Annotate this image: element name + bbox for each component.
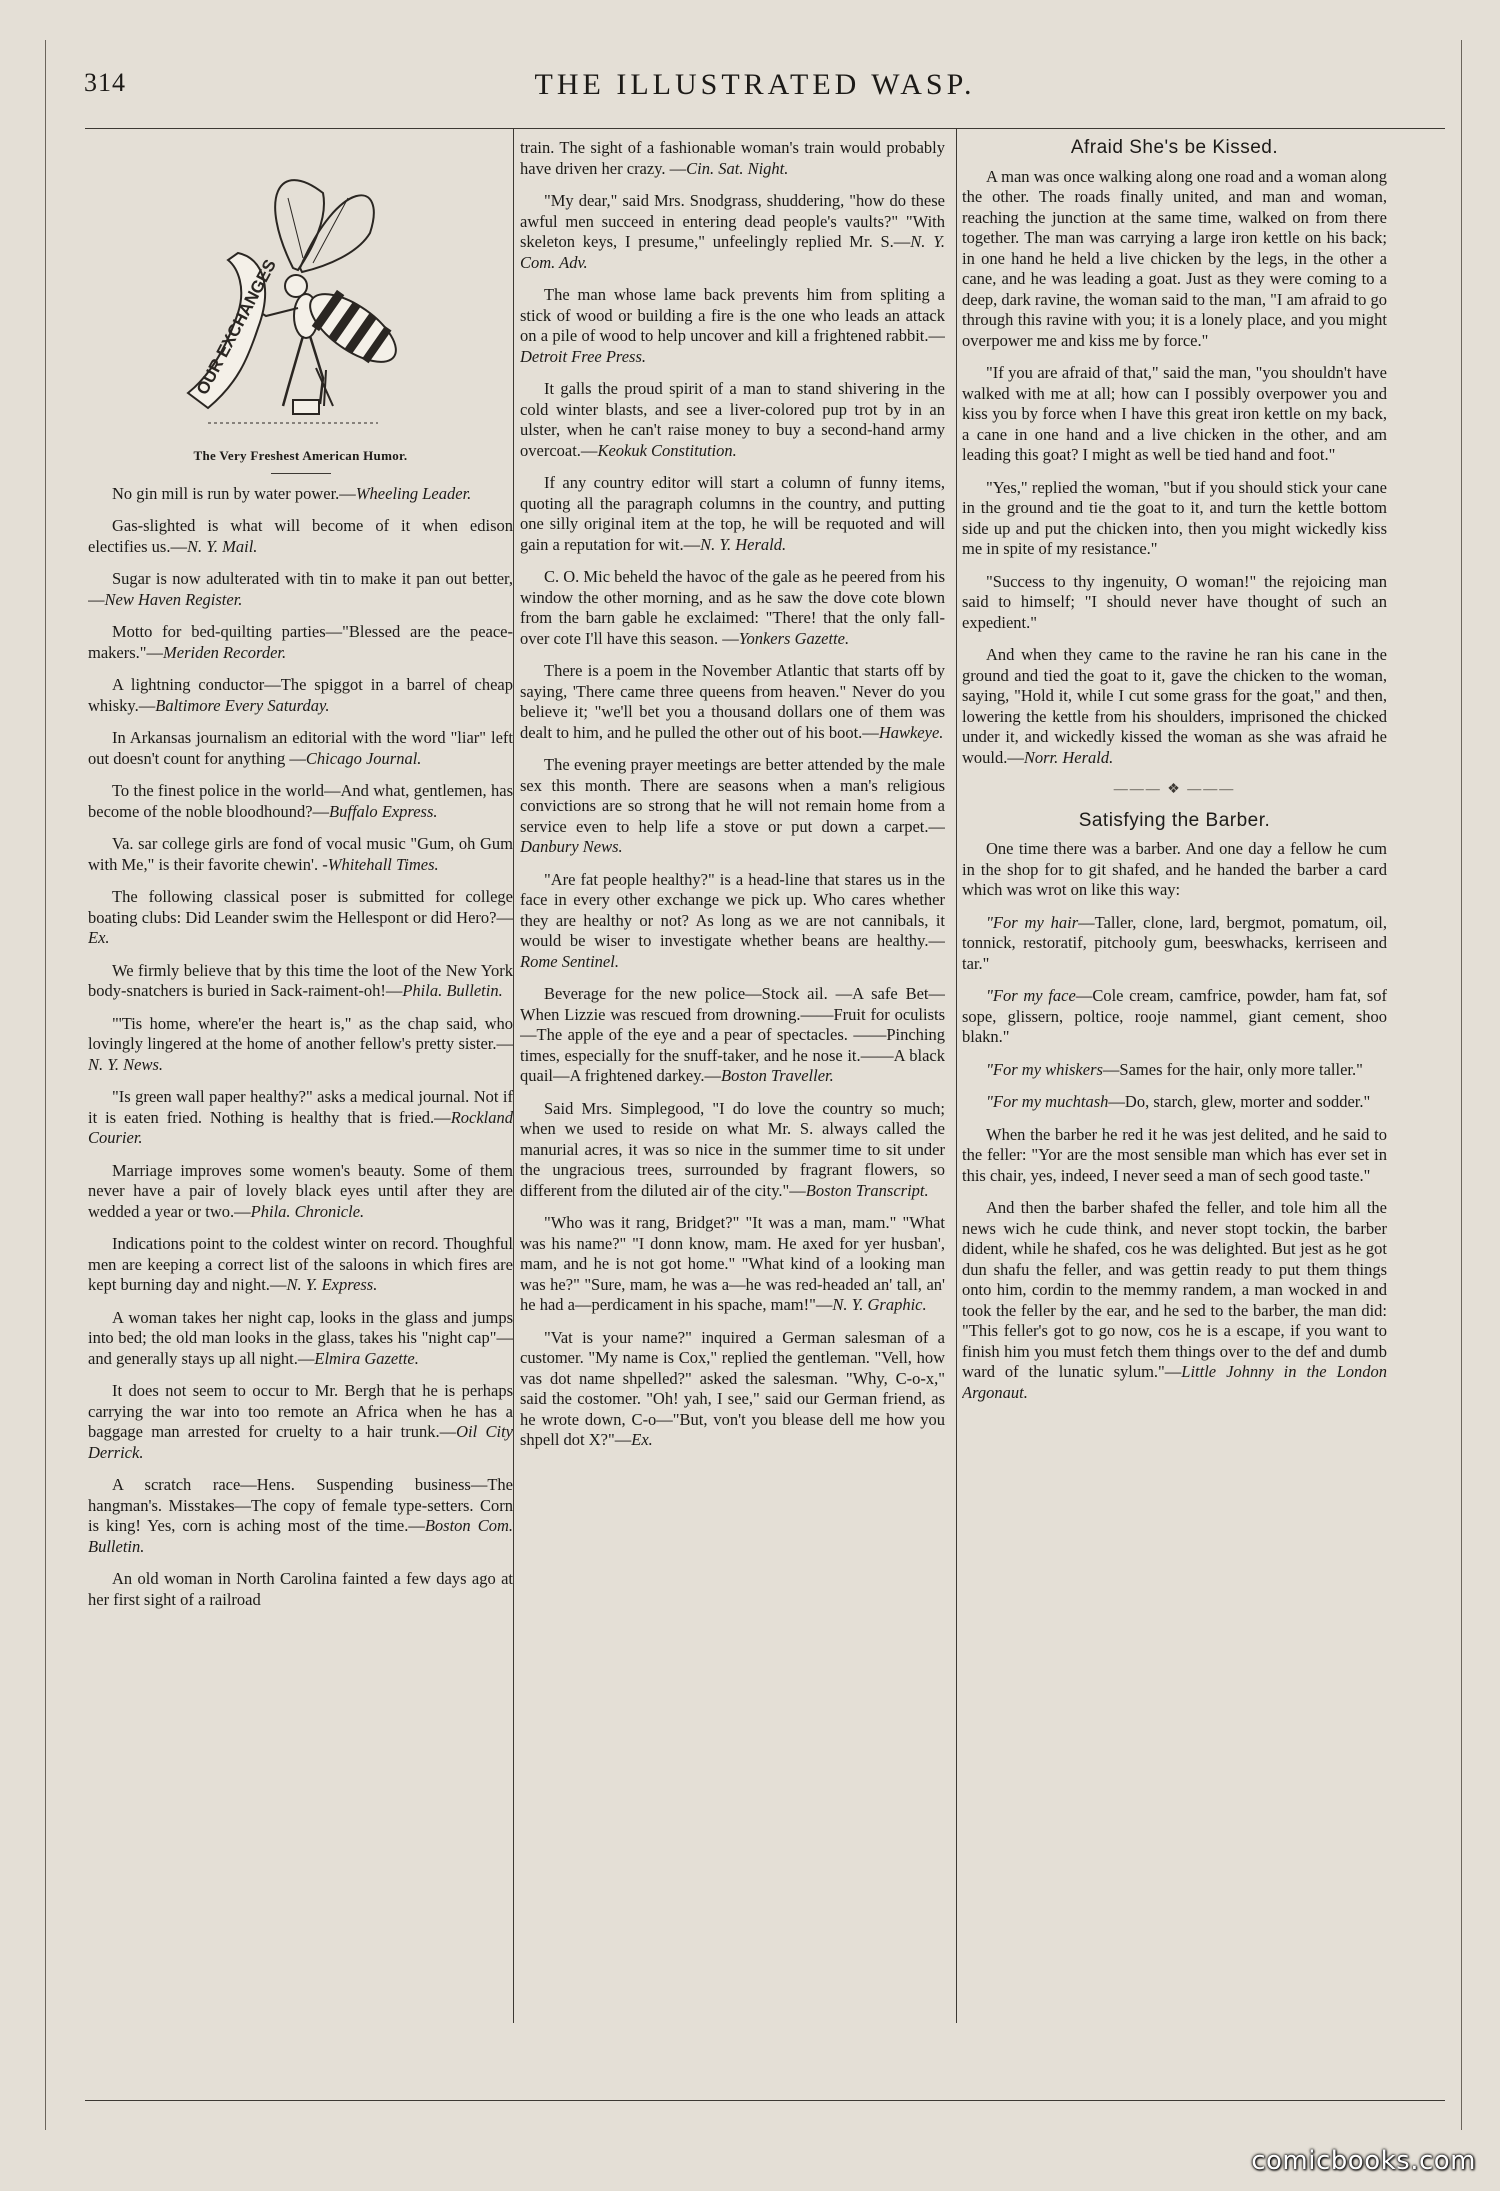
- card-item: "For my whiskers—Sames for the hair, only more taller.": [986, 1059, 1363, 1079]
- news-item: "My dear," said Mrs. Snodgrass, shuddering, "how do these awful men succeed in entering dead people's vaults?" "With skeleton keys, I presume," unfeelingly replied Mr. S.—N. Y. Com. Adv.: [520, 191, 945, 272]
- column-3: [962, 138, 1387, 2018]
- news-item: The evening prayer meetings are better attended by the male sex this month. There are seasons when a man's religious convictions are so strong that he will not remain home from a service even to help life a stove or put down a carpet.—Danbury News.: [520, 755, 945, 856]
- item-source: Yonkers Gazette.: [738, 628, 850, 648]
- item-source: N. Y. Herald.: [700, 534, 787, 554]
- story2-paragraphs-2: [962, 1125, 1387, 1187]
- item-source: Elmira Gazette.: [314, 1348, 419, 1368]
- item-source: Rome Sentinel.: [520, 951, 619, 971]
- page-number: 314: [84, 68, 126, 97]
- item-source: Detroit Free Press.: [520, 346, 647, 366]
- watermark: comicbooks.com: [1251, 2146, 1476, 2176]
- story2-paragraphs: [962, 839, 1387, 901]
- news-item: An old woman in North Carolina fainted a few days ago at her first sight of a railroad: [88, 1569, 513, 1609]
- item-source: Ex.: [631, 1430, 653, 1449]
- bottom-rule: [85, 2100, 1445, 2101]
- banner-text: OUR EXCHANGES: [192, 256, 281, 398]
- news-item: We firmly believe that by this time the loot of the New York body-snatchers is buried in Sack-raiment-oh!—Phila. Bulletin.: [88, 960, 513, 1000]
- news-item: No gin mill is run by water power.—Wheeling Leader.: [112, 483, 472, 503]
- card-item: "For my face—Cole cream, camfrice, powder, ham fat, sof sope, glissern, poltice, rooje nammel, giant cement, shoo blakn.": [962, 986, 1387, 1046]
- item-source: Whitehall Times.: [327, 854, 439, 874]
- story1-paragraphs: [962, 167, 1387, 634]
- story-paragraph: "If you are afraid of that," said the man, "you shouldn't have walked with me at all; how can I possibly overpower you and kiss you by force when I have this great iron kettle on my back, a cane in one hand and a live chicken in the other, and am leading this goat? I might as well be tied hand and foot.": [962, 363, 1387, 464]
- wasp-illustration: [88, 138, 513, 438]
- story-paragraph: "Success to thy ingenuity, O woman!" the rejoicing man said to himself; "I should never have thought of such an expedient.": [962, 571, 1387, 632]
- story2-card-items: [962, 913, 1387, 1113]
- item-source: N. Y. Mail.: [186, 536, 258, 556]
- news-item: A woman takes her night cap, looks in the glass and jumps into bed; the old man looks in the glass, takes his "night cap"—and generally stays up all night.—Elmira Gazette.: [88, 1307, 513, 1368]
- illustration-caption: The Very Freshest American Humor.: [193, 448, 408, 463]
- item-source: Hawkeye.: [878, 722, 944, 742]
- item-source: Buffalo Express.: [329, 801, 438, 821]
- caption-rule: [271, 473, 331, 474]
- story-paragraph: When the barber he red it he was jest delited, and he said to the feller: "Yor are the most sensible man which has ever set in this chair, yes, indeed, I never seed a man of sech good taste.": [962, 1124, 1387, 1185]
- news-item: If any country editor will start a column of funny items, quoting all the paragraph columns in the country, and putting one silly original item at the top, he will be requoted and will gain a reputation for wit.—N. Y. Herald.: [520, 473, 945, 554]
- item-source: Danbury News.: [520, 837, 623, 856]
- item-source: N. Y. Express.: [286, 1275, 378, 1294]
- news-item: In Arkansas journalism an editorial with the word "liar" left out doesn't count for anything —Chicago Journal.: [88, 728, 513, 768]
- item-source: Chicago Journal.: [305, 748, 422, 768]
- news-item: To the finest police in the world—And what, gentlemen, has become of the noble bloodhound?—Buffalo Express.: [88, 781, 513, 821]
- news-item: "Who was it rang, Bridget?" "It was a man, mam." "What was his name?" "I donn know, mam. He axed for yer husban', mam, and he is not got home." "What kind of a looking man was he?" "Sure, mam, he was a—he was red-headed an' tall, an' he had a—perdicament in his spache, mam!"—N. Y. Graphic.: [520, 1213, 945, 1314]
- news-item: train. The sight of a fashionable woman's train would probably have driven her crazy. —Cin. Sat. Night.: [520, 138, 945, 178]
- item-source: N. Y. News.: [88, 1054, 164, 1074]
- news-item: C. O. Mic beheld the havoc of the gale as he peered from his window the other morning, and as he saw the dove cote blown from the barn gable he exclaimed: "There! that the only fall-over cote I'll have this season. —Yonkers Gazette.: [520, 567, 945, 648]
- story-paragraph: A man was once walking along one road and a woman along the other. The roads finally united, and man and woman, reaching the junction at the same time, walked on from there together. The man was carrying a large iron kettle on his back; in one hand he held a live chicken by the legs, in the other a cane, and he was leading a goat. Just as they were coming to a deep, dark ravine, the woman said to the man, "I am afraid to go through this ravine with you; it is a lonely place, and you might overpower me and kiss me by force.": [962, 166, 1387, 350]
- story-heading-afraid: Afraid She's be Kissed.: [1070, 138, 1279, 158]
- news-item: "'Tis home, where'er the heart is," as the chap said, who lovingly lingered at the home of another fellow's pretty sister.—N. Y. News.: [88, 1013, 513, 1074]
- page-header: [60, 62, 1450, 112]
- top-rule: [85, 128, 1445, 129]
- item-source: Rockland Courier.: [88, 1107, 513, 1147]
- item-source: Phila. Chronicle.: [250, 1201, 365, 1221]
- card-item: "For my hair—Taller, clone, lard, bergmot, pomatum, oil, tonnick, restoratif, pitchooly gum, beeswhacks, kerriseen and tar.": [962, 912, 1387, 973]
- card-item: "For my muchtash—Do, starch, glew, morter and sodder.": [986, 1092, 1371, 1111]
- item-source: N. Y. Graphic.: [832, 1295, 927, 1314]
- news-item: Sugar is now adulterated with tin to make it pan out better,—New Haven Register.: [88, 569, 513, 609]
- news-item: It galls the proud spirit of a man to stand shivering in the cold winter blasts, and see a liver-colored pup trot by in an ulster, when he can't raise money to buy a second-hand army overcoat.—Keokuk Constitution.: [520, 379, 945, 460]
- item-source: N. Y. Com. Adv.: [520, 232, 945, 272]
- news-item: Beverage for the new police—Stock ail. —A safe Bet—When Lizzie was rescued from drowning.——Fruit for oculists—The apple of the eye and a pear of spectacles. ——Pinching times, especially for the snuff-taker, and he nose it.——A black quail—A frightened darkey.—Boston Traveller.: [520, 984, 945, 1085]
- news-item: Said Mrs. Simplegood, "I do love the country so much; when we used to reside on what Mr. S. always called the manurial acres, it was so nice in the summer time to sit under the ungracious trees, surrounded by fragrant flowers, so different from the diluted air of the city."—Boston Transcript.: [520, 1098, 945, 1200]
- story-paragraph: One time there was a barber. And one day a fellow he cum in the shop for to git shafed, and he handed the barber a card which was wrot on like this way:: [962, 839, 1387, 899]
- masthead-title: THE ILLUSTRATED WASP.: [534, 68, 976, 101]
- news-item: Va. sar college girls are fond of vocal music "Gum, oh Gum with Me," is their favorite chewin'. -Whitehall Times.: [88, 834, 513, 874]
- item-source: New Haven Register.: [104, 589, 243, 609]
- news-item: It does not seem to occur to Mr. Bergh that he is perhaps carrying the war into too remote an Africa when he has a baggage man arrested for cruelty to a hair trunk.—Oil City Derrick.: [88, 1381, 513, 1462]
- item-source: Boston Transcript.: [805, 1180, 929, 1200]
- news-item: Marriage improves some women's beauty. Some of them never have a pair of lovely black eyes until after they are wedded a year or two.—Phila. Chronicle.: [88, 1160, 513, 1221]
- column-2: [520, 138, 945, 2018]
- item-source: Wheeling Leader.: [355, 483, 472, 503]
- story-paragraph: "Yes," replied the woman, "but if you should stick your cane in the ground and tie the goat to it, and turn the kettle bottom side up and put the chicken into, then you might wickedly kiss me in spite of my resistance.": [962, 477, 1387, 558]
- col1-item-list: [88, 484, 513, 1611]
- news-item: A scratch race—Hens. Suspending business—The hangman's. Misstakes—The copy of female type-setters. Corn is king! Yes, corn is aching most of the time.—Boston Com. Bulletin.: [88, 1475, 513, 1556]
- news-item: There is a poem in the November Atlantic that starts off by saying, 'There came three queens from heaven." Never do you believe it; "we'll bet you a thousand dollars one of them was dealt to him, and he pulled the other out of his boot.—Hawkeye.: [520, 661, 945, 742]
- news-item: Indications point to the coldest winter on record. Thoughful men are keeping a correct list of the saloons in which fires are kept burning day and night.—N. Y. Express.: [88, 1234, 513, 1294]
- ornament-divider: ——— ❖ ———: [1113, 782, 1236, 797]
- news-item: The man whose lame back prevents him from spliting a stick of wood or building a fire is the one who leads an attack on a pile of wood to help uncover and kill a frightened rabbit.—Detroit Free Press.: [520, 285, 945, 366]
- item-source: Boston Com. Bulletin.: [88, 1516, 513, 1556]
- news-item: The following classical poser is submitted for college boating clubs: Did Leander swim the Hellespont or did Hero?—Ex.: [88, 887, 513, 947]
- col2-item-list: [520, 138, 945, 1451]
- column-divider: [956, 128, 957, 2023]
- news-item: "Vat is your name?" inquired a German salesman of a customer. "My name is Cox," replied the gentleman. "Vell, how vas dot name shpelled?" asked the salesman. "Why, C-o-x," said the costomer. "Oh! yah, I see," said our German friend, as he wrote down, C-o—"But, von't you blease dell me how you shpell dot X?"—Ex.: [520, 1327, 945, 1449]
- column-divider: [513, 128, 514, 2023]
- news-item: Motto for bed-quilting parties—"Blessed are the peace-makers."—Meriden Recorder.: [88, 622, 513, 662]
- column-1: [88, 138, 513, 2018]
- news-item: A lightning conductor—The spiggot in a barrel of cheap whisky.—Baltimore Every Saturday.: [88, 675, 513, 715]
- item-source: Ex.: [88, 928, 110, 947]
- news-item: Gas-slighted is what will become of it when edison electifies us.—N. Y. Mail.: [88, 516, 513, 556]
- news-item: "Are fat people healthy?" is a head-line that stares us in the face in every other exchange we pick up. Who cares whether they are healthy or not? As long as we are not cannibals, it would be wiser to investigate whether beans are healthy.—Rome Sentinel.: [520, 869, 945, 971]
- item-source: Baltimore Every Saturday.: [155, 695, 330, 715]
- story2-last-paragraph: And then the barber shafed the feller, and tole him all the news wich he cude think, and never stopt tockin, the barber dident, while he shafed, cos he was delighted. But jest as he got dun shafu the feller, and was gettin ready to put them things onto him, cordin to the memmy randem, a man wocked in and took the feller by the ear, and he sed to the barber, the man did: "This feller's got to go now, cos he is a escape, if you want to finish him you must fetch them things over to the def and dumb ward of the lunatic sylum."—Little Johnny in the London Argonaut.: [962, 1198, 1387, 1402]
- item-source: Oil City Derrick.: [88, 1422, 513, 1462]
- item-source: Phila. Bulletin.: [402, 981, 503, 1000]
- item-source: Boston Traveller.: [721, 1066, 834, 1085]
- story1-last-paragraph: And when they came to the ravine he ran his cane in the ground and tied the goat to it, gave the chicken to the woman, saying, "Hold it, while I cut some grass for the goat," and then, lowering the kettle from his shoulders, imprisoned the chicked under it, and wickedly kissed the woman as she was afraid he would.—Norr. Herald.: [962, 645, 1387, 767]
- item-source: Cin. Sat. Night.: [686, 158, 789, 178]
- news-item: "Is green wall paper healthy?" asks a medical journal. Not if it is eaten fried. Nothing is healthy that is fried.—Rockland Courier.: [88, 1087, 513, 1147]
- item-source: Meriden Recorder.: [163, 642, 287, 662]
- item-source: Keokuk Constitution.: [597, 440, 737, 460]
- story-heading-barber: Satisfying the Barber.: [1078, 809, 1271, 831]
